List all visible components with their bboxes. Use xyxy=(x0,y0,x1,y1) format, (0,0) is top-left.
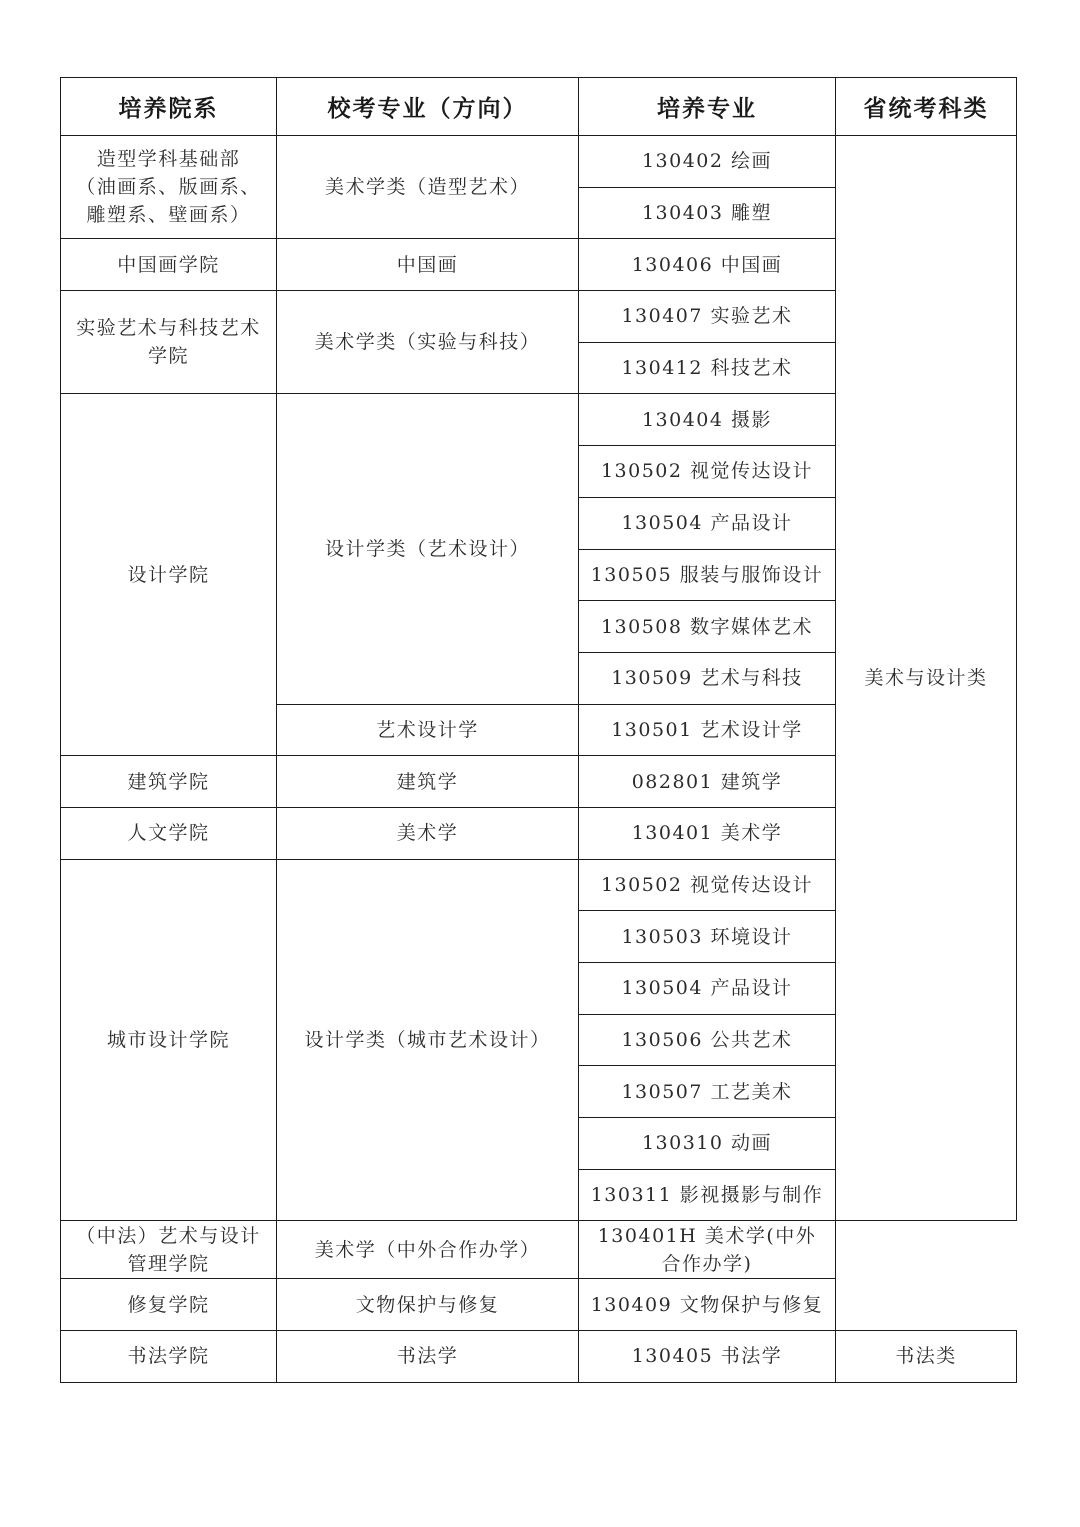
school-major-cell: 美术学（中外合作办学） xyxy=(277,1221,579,1279)
training-major-cell: 130506 公共艺术 xyxy=(579,1014,836,1066)
training-major-cell: 130509 艺术与科技 xyxy=(579,652,836,704)
training-major-cell: 130505 服装与服饰设计 xyxy=(579,549,836,601)
school-major-cell: 美术学类（实验与科技） xyxy=(277,291,579,394)
school-major-cell: 文物保护与修复 xyxy=(277,1279,579,1331)
header-college: 培养院系 xyxy=(61,78,277,136)
table-row xyxy=(61,1221,1017,1279)
training-major-cell: 130502 视觉传达设计 xyxy=(579,859,836,911)
training-major-cell: 130310 动画 xyxy=(579,1118,836,1170)
school-major-cell: 建筑学 xyxy=(277,756,579,808)
school-major-cell: 美术学类（造型艺术） xyxy=(277,136,579,239)
table-row xyxy=(61,1279,1017,1331)
training-major-cell: 130403 雕塑 xyxy=(579,187,836,239)
training-major-cell: 130503 环境设计 xyxy=(579,911,836,963)
training-major-cell: 130508 数字媒体艺术 xyxy=(579,601,836,653)
college-cell: 设计学院 xyxy=(61,394,277,756)
training-major-cell: 130412 科技艺术 xyxy=(579,342,836,394)
school-major-cell: 书法学 xyxy=(277,1331,579,1383)
training-major-cell: 130405 书法学 xyxy=(579,1331,836,1383)
training-major-cell: 130401 美术学 xyxy=(579,807,836,859)
training-major-cell: 130409 文物保护与修复 xyxy=(579,1279,836,1331)
training-major-cell: 130407 实验艺术 xyxy=(579,291,836,343)
training-major-cell: 130311 影视摄影与制作 xyxy=(579,1169,836,1221)
college-cell: 建筑学院 xyxy=(61,756,277,808)
training-major-cell: 130507 工艺美术 xyxy=(579,1066,836,1118)
table-row xyxy=(61,136,1017,188)
school-major-cell: 设计学类（艺术设计） xyxy=(277,394,579,704)
training-major-cell: 130501 艺术设计学 xyxy=(579,704,836,756)
header-school-major: 校考专业（方向） xyxy=(277,78,579,136)
college-cell: 造型学科基础部 （油画系、版画系、 雕塑系、壁画系） xyxy=(61,136,277,239)
training-major-cell: 130402 绘画 xyxy=(579,136,836,188)
table-header-row xyxy=(61,78,1017,136)
college-cell: 实验艺术与科技艺术 学院 xyxy=(61,291,277,394)
school-major-cell: 艺术设计学 xyxy=(277,704,579,756)
college-cell: 修复学院 xyxy=(61,1279,277,1331)
college-cell: 书法学院 xyxy=(61,1331,277,1383)
majors-table xyxy=(60,77,1017,1383)
training-major-cell: 130401H 美术学(中外 合作办学) xyxy=(579,1221,836,1279)
college-cell: （中法）艺术与设计 管理学院 xyxy=(61,1221,277,1279)
college-cell: 城市设计学院 xyxy=(61,859,277,1221)
college-cell: 中国画学院 xyxy=(61,239,277,291)
school-major-cell: 设计学类（城市艺术设计） xyxy=(277,859,579,1221)
training-major-cell: 130502 视觉传达设计 xyxy=(579,446,836,498)
school-major-cell: 美术学 xyxy=(277,807,579,859)
header-training-major: 培养专业 xyxy=(579,78,836,136)
training-major-cell: 130404 摄影 xyxy=(579,394,836,446)
school-major-cell: 中国画 xyxy=(277,239,579,291)
training-major-cell: 130406 中国画 xyxy=(579,239,836,291)
college-cell: 人文学院 xyxy=(61,807,277,859)
category-cell: 书法类 xyxy=(836,1331,1017,1383)
training-major-cell: 130504 产品设计 xyxy=(579,497,836,549)
table-row xyxy=(61,1331,1017,1383)
training-major-cell: 130504 产品设计 xyxy=(579,963,836,1015)
training-major-cell: 082801 建筑学 xyxy=(579,756,836,808)
category-cell: 美术与设计类 xyxy=(836,136,1017,1221)
header-category: 省统考科类 xyxy=(836,78,1017,136)
